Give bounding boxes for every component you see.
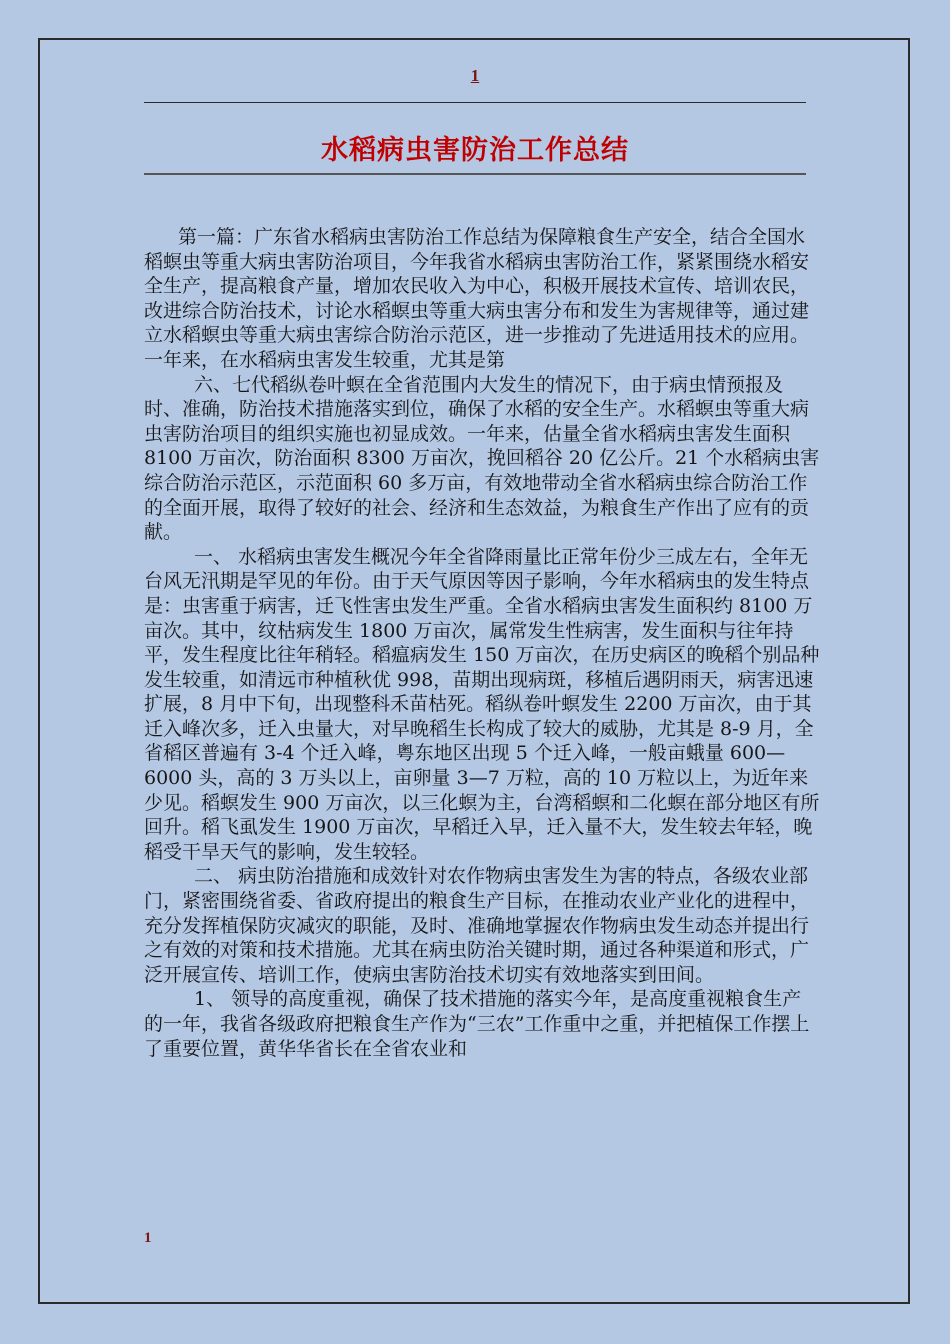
paragraph-section-1: 一、 水稻病虫害发生概况今年全省降雨量比正常年份少三成左右，全年无台风无汛期是罕见的年份。由于天气原因等因子影响，今年水稻病虫的发生特点是：虫害重于病害，迁飞性害虫发生严重。全省水稻病虫害发生面积约 8100 万亩次。其中，纹枯病发生 1800 万亩次，属常发生性病害，发生面积与往年持平，发生程度比往年稍轻。稻瘟病发生 150 万亩次，在历史病区的晚稻个别品种发生较重，如清远市种植秋优 998，苗期出现病斑，移植后遇阴雨天，病害迅速扩展，8 月中下旬，出现整科禾苗枯死。稻纵卷叶螟发生 2200 万亩次，由于其迁入峰次多，迁入虫量大，对早晚稻生长构成了较大的威胁，尤其是 8-9 月，全省稻区普遍有 3-4 个迁入峰，粤东地区出现 5 个迁入峰，一般亩蛾量 600—6000 头，高的 3 万头以上，亩卵量 3—7 万粒，高的 10 万粒以上，为近年来少见。稻螟发生 900 万亩次，以三化螟为主，台湾稻螟和二化螟在部分地区有所回升。稻飞虱发生 1900 万亩次，早稻迁入早，迁入量不大，发生较去年轻，晚稻受干旱天气的影响，发生较轻。 [144,545,820,863]
document-title: 水稻病虫害防治工作总结 [321,135,629,166]
footer-page-number: 1 [144,1230,152,1246]
paragraph-subsection-1: 1、 领导的高度重视，确保了技术措施的落实今年，是高度重视粮食生产的一年，我省各级政府把粮食生产作为“三农”工作重中之重，并把植保工作摆上了重要位置，黄华华省长在全省农业和 [144,988,810,1060]
header-page-number: 1 [470,66,480,85]
title-divider [144,173,806,175]
paragraph-intro: 第一篇：广东省水稻病虫害防治工作总结为保障粮食生产安全，结合全国水稻螟虫等重大病虫害防治项目，今年我省水稻病虫害防治工作，紧紧围绕水稻安全生产，提高粮食产量，增加农民收入为中心，积极开展技术宣传、培训农民，改进综合防治技术，讨论水稻螟虫等重大病虫害分布和发生为害规律等，通过建立水稻螟虫等重大病虫害综合防治示范区，进一步推动了先进适用技术的应用。一年来，在水稻病虫害发生较重，尤其是第 [144,226,810,371]
document-body [144,225,820,1061]
header-divider [144,102,806,103]
paragraph-overview: 六、七代稻纵卷叶螟在全省范围内大发生的情况下，由于病虫情预报及时、准确，防治技术措施落实到位，确保了水稻的安全生产。水稻螟虫等重大病虫害防治项目的组织实施也初显成效。一年来，估量全省水稻病虫害发生面积 8100 万亩次，防治面积 8300 万亩次，挽回稻谷 20 亿公斤。21 个水稻病虫害综合防治示范区，示范面积 60 多万亩，有效地带动全省水稻病虫综合防治工作的全面开展，取得了较好的社会、经济和生态效益，为粮食生产作出了应有的贡献。 [144,373,820,544]
paragraph-section-2: 二、 病虫防治措施和成效针对农作物病虫害发生为害的特点，各级农业部门，紧密围绕省委、省政府提出的粮食生产目标，在推动农业产业化的进程中，充分发挥植保防灾减灾的职能，及时、准确地掌握农作物病虫发生动态并提出行之有效的对策和技术措施。尤其在病虫防治关键时期，通过各种渠道和形式，广泛开展宣传、培训工作，使病虫害防治技术切实有效地落实到田间。 [144,865,810,986]
